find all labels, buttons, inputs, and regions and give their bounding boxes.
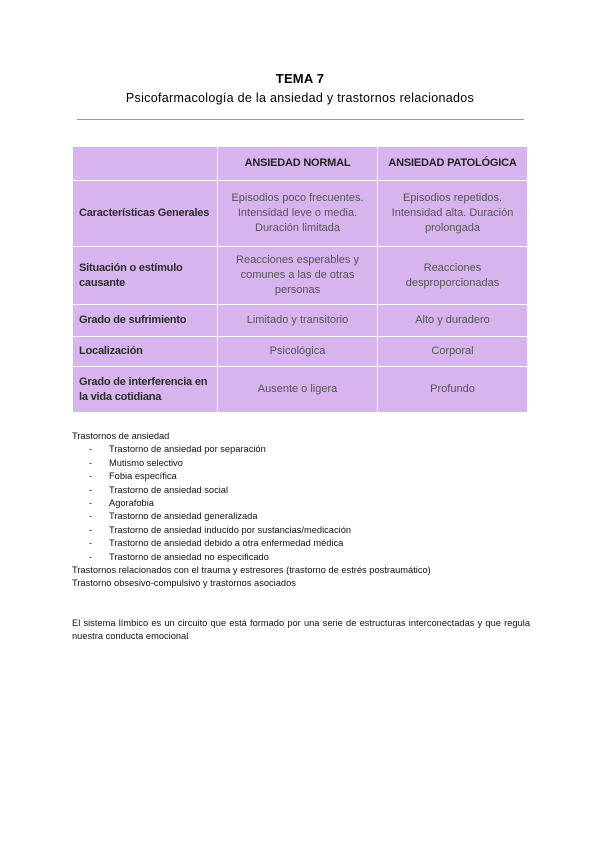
row-label: Grado de sufrimiento xyxy=(73,305,218,337)
limbic-system-paragraph: El sistema límbico es un circuito que está formado por una serie de estructuras interconectadas y que regula nuestra conducta emocional xyxy=(72,618,530,642)
list-item-text: Mutismo selectivo xyxy=(109,457,183,468)
cell-pathological: Corporal xyxy=(378,337,528,367)
table-row xyxy=(73,181,528,247)
list-item xyxy=(72,497,532,510)
cell-normal: Limitado y transitorio xyxy=(218,305,378,337)
cell-pathological: Profundo xyxy=(378,367,528,413)
row-label: Localización xyxy=(73,337,218,367)
page-subtitle: Psicofarmacología de la ansiedad y trastornos relacionados xyxy=(125,91,475,105)
dash-marker: - xyxy=(89,511,93,522)
list-item-text: Trastorno de ansiedad generalizada xyxy=(109,511,258,522)
comparison-table-container xyxy=(72,146,527,412)
trauma-disorders-line: Trastornos relacionados con el trauma y estresores (trastorno de estrés postraumático) xyxy=(72,565,431,576)
cell-pathological: Episodios repetidos. Intensidad alta. Duración prolongada xyxy=(378,181,528,247)
cell-normal: Psicológica xyxy=(218,337,378,367)
comparison-table xyxy=(72,146,528,413)
list-item-text: Trastorno de ansiedad social xyxy=(109,484,229,495)
row-label: Grado de interferencia en la vida cotidiana xyxy=(73,367,218,413)
dash-marker: - xyxy=(89,498,93,509)
table-header-row xyxy=(73,147,528,181)
list-item xyxy=(72,470,532,483)
row-label: Situación o estímulo causante xyxy=(73,247,218,305)
cell-normal: Reacciones esperables y comunes a las de otras personas xyxy=(218,247,378,305)
list-item xyxy=(72,524,532,537)
list-item-text: Trastorno de ansiedad inducido por sustancias/medicación xyxy=(109,524,352,535)
page-title: TEMA 7 xyxy=(275,71,325,86)
dash-marker: - xyxy=(89,524,93,535)
table-header-normal: ANSIEDAD NORMAL xyxy=(218,147,378,181)
cell-pathological: Alto y duradero xyxy=(378,305,528,337)
disorders-section xyxy=(72,430,532,591)
list-item xyxy=(72,510,532,523)
cell-normal: Ausente o ligera xyxy=(218,367,378,413)
table-header-empty xyxy=(73,147,218,181)
row-label: Características Generales xyxy=(73,181,218,247)
dash-marker: - xyxy=(89,538,93,549)
table-row xyxy=(73,337,528,367)
list-item xyxy=(72,443,532,456)
list-item-text: Trastorno de ansiedad por separación xyxy=(109,444,266,455)
dash-marker: - xyxy=(89,457,93,468)
header-divider xyxy=(77,119,524,120)
table-row xyxy=(73,305,528,337)
ocd-disorders-line: Trastorno obsesivo-compulsivo y trastornos asociados xyxy=(72,578,296,589)
cell-pathological: Reacciones desproporcionadas xyxy=(378,247,528,305)
dash-marker: - xyxy=(89,551,93,562)
list-item-text: Agorafobia xyxy=(109,498,154,509)
list-item xyxy=(72,484,532,497)
dash-marker: - xyxy=(89,484,93,495)
disorders-list xyxy=(72,443,532,564)
dash-marker: - xyxy=(89,471,93,482)
dash-marker: - xyxy=(89,444,93,455)
list-item xyxy=(72,457,532,470)
list-item xyxy=(72,551,532,564)
list-item-text: Fobia específica xyxy=(109,471,177,482)
cell-normal: Episodios poco frecuentes. Intensidad leve o media. Duración limitada xyxy=(218,181,378,247)
table-header-pathological: ANSIEDAD PATOLÓGICA xyxy=(378,147,528,181)
list-item xyxy=(72,537,532,550)
list-item-text: Trastorno de ansiedad no especificado xyxy=(109,551,269,562)
table-row xyxy=(73,367,528,413)
list-item-text: Trastorno de ansiedad debido a otra enfermedad médica xyxy=(109,538,344,549)
section-heading: Trastornos de ansiedad xyxy=(72,431,170,441)
table-row xyxy=(73,247,528,305)
